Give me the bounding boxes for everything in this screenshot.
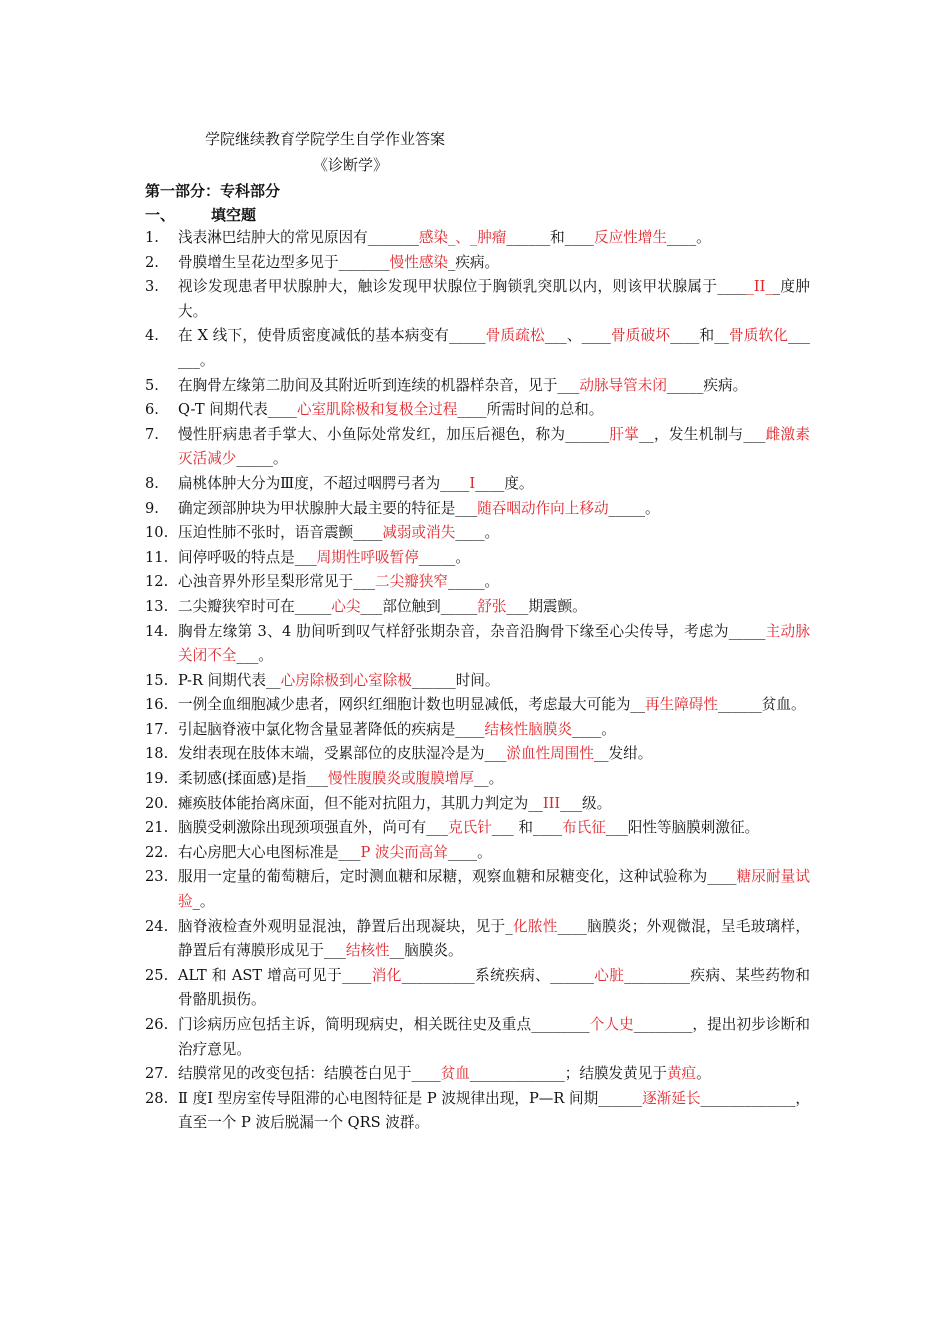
question-fragment: ____。	[447, 843, 492, 861]
question-text	[178, 226, 810, 251]
question-fragment: __，发生机制与___	[639, 425, 766, 443]
question-number: 22.	[145, 843, 169, 861]
question-fragment: 慢性肝病患者手掌大、小鱼际处常发红，加压后褪色，称为______	[178, 425, 610, 443]
question-text	[178, 374, 810, 399]
answer-text: 心脏	[593, 966, 625, 984]
question-number: 3.	[145, 278, 159, 296]
question-fragment: ___级。	[560, 794, 612, 812]
question-item	[145, 693, 810, 718]
question-text	[178, 865, 810, 914]
answer-text: 心室肌除极和复极全过程	[296, 401, 458, 419]
question-number: 25.	[145, 966, 169, 984]
question-text	[178, 964, 810, 1013]
question-item	[145, 324, 810, 373]
answer-text: 糖尿耐量试验	[178, 868, 810, 911]
question-fragment: 确定颈部肿块为甲状腺肿大最主要的特征是___	[178, 499, 478, 517]
question-fragment: 浅表淋巴结肿大的常见原因有_______	[178, 229, 419, 246]
question-fragment: ___阳性等脑膜刺激征。	[605, 819, 760, 837]
question-item	[145, 521, 810, 546]
question-fragment: 视诊发现患者甲状腺肿大，触诊发现甲状腺位于胸锁乳突肌以内，则该甲状腺属于____	[178, 278, 747, 296]
answer-text: _II_	[746, 278, 773, 296]
answer-text: 反应性增生	[593, 229, 667, 246]
question-fragment: ___ 和____	[491, 819, 563, 837]
answer-text: 消化	[371, 966, 402, 984]
question-text	[178, 620, 810, 669]
question-fragment: 脑脊液检查外观明显混浊，静置后出现凝块，见于_	[178, 917, 513, 935]
question-fragment: _度肿大。	[178, 278, 810, 320]
answer-text: 慢性感染	[389, 253, 449, 271]
question-fragment: 一例全血细胞减少患者，网织红细胞计数也明显减低，考虑最大可能为__	[178, 696, 646, 714]
question-text	[178, 718, 810, 743]
question-item	[145, 816, 810, 841]
question-fragment: ____脑膜炎；外观微混，呈毛玻璃样，静置后有薄膜形成见于___	[178, 917, 810, 960]
question-text	[178, 570, 810, 595]
section-number: 一、	[145, 206, 176, 224]
question-fragment: ____。	[572, 720, 616, 738]
answer-text: 逐渐延长	[642, 1089, 701, 1107]
question-number: 16.	[145, 696, 169, 714]
question-number: 5.	[145, 376, 159, 394]
question-number: 2.	[145, 253, 159, 271]
question-fragment: ___期震颤。	[506, 597, 587, 615]
answer-text: 心尖	[331, 597, 361, 615]
answer-text: 感染_、_肿瘤	[418, 229, 507, 246]
question-number: 7.	[145, 425, 159, 443]
question-number: 11.	[145, 548, 169, 566]
question-text	[178, 324, 810, 373]
answer-text: 舒张	[477, 597, 507, 615]
answer-text: 肝掌	[609, 425, 640, 443]
question-fragment: __脑膜炎。	[389, 942, 463, 960]
question-fragment: 结膜常见的改变包括：结膜苍白见于____	[178, 1065, 441, 1083]
question-number: 23.	[145, 868, 169, 886]
question-fragment: 瘫痪肢体能抬离床面，但不能对抗阻力，其肌力判定为__	[178, 794, 543, 812]
question-fragment: 胸骨左缘第 3、4 肋间听到叹气样舒张期杂音，杂音沿胸骨下缘至心尖传导，考虑为_____	[178, 622, 766, 640]
question-fragment: ____所需时间的总和。	[457, 401, 604, 419]
question-fragment: P-R 间期代表__	[178, 671, 281, 689]
answer-text: 周期性呼吸暂停	[316, 548, 419, 566]
question-number: 10.	[145, 524, 169, 542]
question-fragment: ____。	[455, 524, 500, 542]
question-item	[145, 742, 810, 767]
question-item	[145, 718, 810, 743]
question-fragment: 间停呼吸的特点是___	[178, 548, 317, 566]
question-number: 26.	[145, 1016, 169, 1033]
question-item	[145, 546, 810, 571]
question-fragment: 门诊病历应包括主诉，简明现病史，相关既往史及重点________	[178, 1016, 590, 1033]
question-item	[145, 792, 810, 817]
part-heading: 第一部分：专科部分	[145, 182, 281, 200]
question-fragment: _____。	[448, 573, 500, 591]
question-fragment: 二尖瓣狭窄时可在_____	[178, 597, 332, 615]
question-number: 4.	[145, 327, 159, 345]
question-number: 6.	[145, 401, 159, 419]
question-fragment: __。	[473, 770, 504, 788]
question-item	[145, 251, 810, 276]
question-text	[178, 792, 810, 817]
question-number: 17.	[145, 720, 169, 738]
question-text	[178, 1062, 810, 1087]
question-text	[178, 669, 810, 694]
question-item	[145, 620, 810, 669]
answer-text: 布氏征	[562, 819, 606, 837]
question-number: 18.	[145, 745, 169, 763]
question-number: 27.	[145, 1065, 169, 1083]
answer-text: III	[542, 794, 561, 812]
question-fragment: ____和__	[670, 327, 729, 345]
answer-text: I	[469, 474, 476, 492]
question-text	[178, 915, 810, 964]
question-fragment: 扁桃体肿大分为Ⅲ度，不超过咽腭弓者为____	[178, 474, 470, 492]
question-text	[178, 472, 810, 497]
question-fragment: _____。	[608, 499, 660, 517]
question-item	[145, 1087, 810, 1136]
question-fragment: 压迫性肺不张时，语音震颤____	[178, 524, 383, 542]
question-fragment: 引起脑脊液中氯化物含量显著降低的疾病是____	[178, 720, 485, 738]
question-text	[178, 1087, 810, 1136]
question-number: 21.	[145, 819, 169, 837]
question-fragment: 在胸骨左缘第二肋间及其附近听到连续的机器样杂音，见于___	[178, 376, 580, 394]
question-text	[178, 1013, 810, 1062]
answer-text: 随吞咽动作向上移动	[477, 499, 609, 517]
answer-text: 减弱或消失	[382, 524, 456, 542]
question-fragment: ______。	[178, 327, 810, 369]
question-item	[145, 1013, 810, 1062]
question-fragment: _。	[192, 893, 215, 911]
question-item	[145, 915, 810, 964]
question-fragment: _____________，直至一个 P 波后脱漏一个 QRS 波群。	[178, 1089, 810, 1132]
answer-text: 个人史	[589, 1016, 634, 1033]
question-fragment: _____。	[236, 450, 288, 468]
section-title: 填空题	[211, 206, 257, 224]
question-fragment: _____。	[418, 548, 470, 566]
question-fragment: __发绀。	[593, 745, 653, 763]
question-fragment: 脑膜受刺激除出现颈项强直外，尚可有___	[178, 819, 448, 837]
question-text	[178, 767, 810, 792]
question-fragment: ______时间。	[411, 671, 500, 689]
question-list	[145, 226, 810, 1136]
question-number: 1.	[145, 229, 159, 246]
question-number: 14.	[145, 622, 169, 640]
question-fragment: ALT 和 AST 增高可见于____	[178, 966, 372, 984]
question-item	[145, 595, 810, 620]
question-fragment: 在 X 线下，使骨质密度减低的基本病变有_____	[178, 327, 486, 345]
question-number: 24.	[145, 917, 169, 935]
question-number: 19.	[145, 770, 169, 788]
question-text	[178, 841, 810, 866]
question-text	[178, 595, 810, 620]
answer-text: 克氏针	[448, 819, 492, 837]
question-fragment: _疾病。	[448, 253, 500, 271]
answer-text: 主动脉关闭不全	[178, 622, 810, 665]
question-item	[145, 497, 810, 522]
answer-text: 雌激素灭活减少	[178, 425, 810, 468]
answer-text: 结核性脑膜炎	[484, 720, 573, 738]
question-fragment: ____度。	[475, 474, 534, 492]
answer-text: P 波尖而高耸	[360, 843, 448, 861]
document-title: 学院继续教育学院学生自学作业答案	[205, 130, 446, 148]
question-fragment: _________疾病、某些药物和骨骼肌损伤。	[178, 966, 810, 1009]
question-text	[178, 251, 810, 276]
question-fragment: ________，提出初步诊断和治疗意见。	[178, 1016, 810, 1058]
question-fragment: Ⅱ 度Ⅰ 型房室传导阻滞的心电图特征是 P 波规律出现，P—R 间期______	[178, 1089, 643, 1107]
question-item	[145, 398, 810, 423]
question-text	[178, 816, 810, 841]
question-fragment: 骨膜增生呈花边型多见于_______	[178, 253, 390, 271]
question-fragment: Q-T 间期代表____	[178, 401, 297, 419]
question-fragment: 柔韧感(揉面感)是指___	[178, 770, 329, 788]
question-fragment: ___、____	[544, 327, 611, 345]
section-heading	[145, 204, 256, 225]
document-subtitle: 《诊断学》	[313, 156, 389, 174]
question-text	[178, 742, 810, 767]
question-fragment: 心浊音界外形呈梨形常见于___	[178, 573, 376, 591]
question-fragment: ______和____	[506, 229, 594, 246]
question-fragment: ___。	[236, 647, 273, 665]
answer-text: 再生障碍性	[645, 696, 718, 714]
question-text	[178, 497, 810, 522]
question-item	[145, 275, 810, 324]
question-fragment: 发绀表现在肢体末端，受累部位的皮肤湿冷是为___	[178, 745, 507, 763]
question-item	[145, 423, 810, 472]
question-text	[178, 398, 810, 423]
question-fragment: 服用一定量的葡萄糖后，定时测血糖和尿糖，观察血糖和尿糖变化，这种试验称为____	[178, 868, 737, 886]
question-number: 12.	[145, 573, 169, 591]
question-fragment: _____疾病。	[666, 376, 748, 394]
question-number: 15.	[145, 671, 169, 689]
question-item	[145, 374, 810, 399]
answer-text: 结核性	[345, 942, 390, 960]
question-fragment: 。	[696, 1065, 711, 1083]
answer-text: 贫血	[440, 1065, 470, 1083]
answer-text: 黄疸	[666, 1065, 697, 1083]
question-number: 28.	[145, 1089, 169, 1107]
question-fragment: __________系统疾病、______	[401, 966, 594, 984]
question-item	[145, 964, 810, 1013]
answer-text: 动脉导管未闭	[579, 376, 667, 394]
answer-text: 骨质软化	[728, 327, 789, 345]
answer-text: 二尖瓣狭窄	[375, 573, 449, 591]
question-text	[178, 546, 810, 571]
question-item	[145, 570, 810, 595]
question-item	[145, 865, 810, 914]
question-text	[178, 423, 810, 472]
question-fragment: ______贫血。	[718, 696, 806, 714]
answer-text: 化脓性	[512, 917, 558, 935]
answer-text: 慢性腹膜炎或腹膜增厚	[328, 770, 474, 788]
question-fragment: _____________；结膜发黄见于	[469, 1065, 667, 1083]
question-fragment: ___部位触到_____	[360, 597, 478, 615]
question-item	[145, 841, 810, 866]
question-item	[145, 1062, 810, 1087]
answer-text: 心房除极到心室除极	[280, 671, 412, 689]
question-number: 13.	[145, 597, 169, 615]
question-number: 8.	[145, 474, 159, 492]
question-item	[145, 472, 810, 497]
question-item	[145, 226, 810, 251]
question-fragment: 右心房肥大心电图标准是___	[178, 843, 361, 861]
question-fragment: ____。	[666, 229, 711, 246]
question-text	[178, 521, 810, 546]
question-number: 9.	[145, 499, 159, 517]
answer-text: 骨质破坏	[610, 327, 671, 345]
answer-text: 淤血性周围性	[506, 745, 594, 763]
question-text	[178, 693, 810, 718]
question-text	[178, 275, 810, 324]
answer-text: 骨质疏松	[485, 327, 545, 345]
question-number: 20.	[145, 794, 169, 812]
question-item	[145, 767, 810, 792]
question-item	[145, 669, 810, 694]
